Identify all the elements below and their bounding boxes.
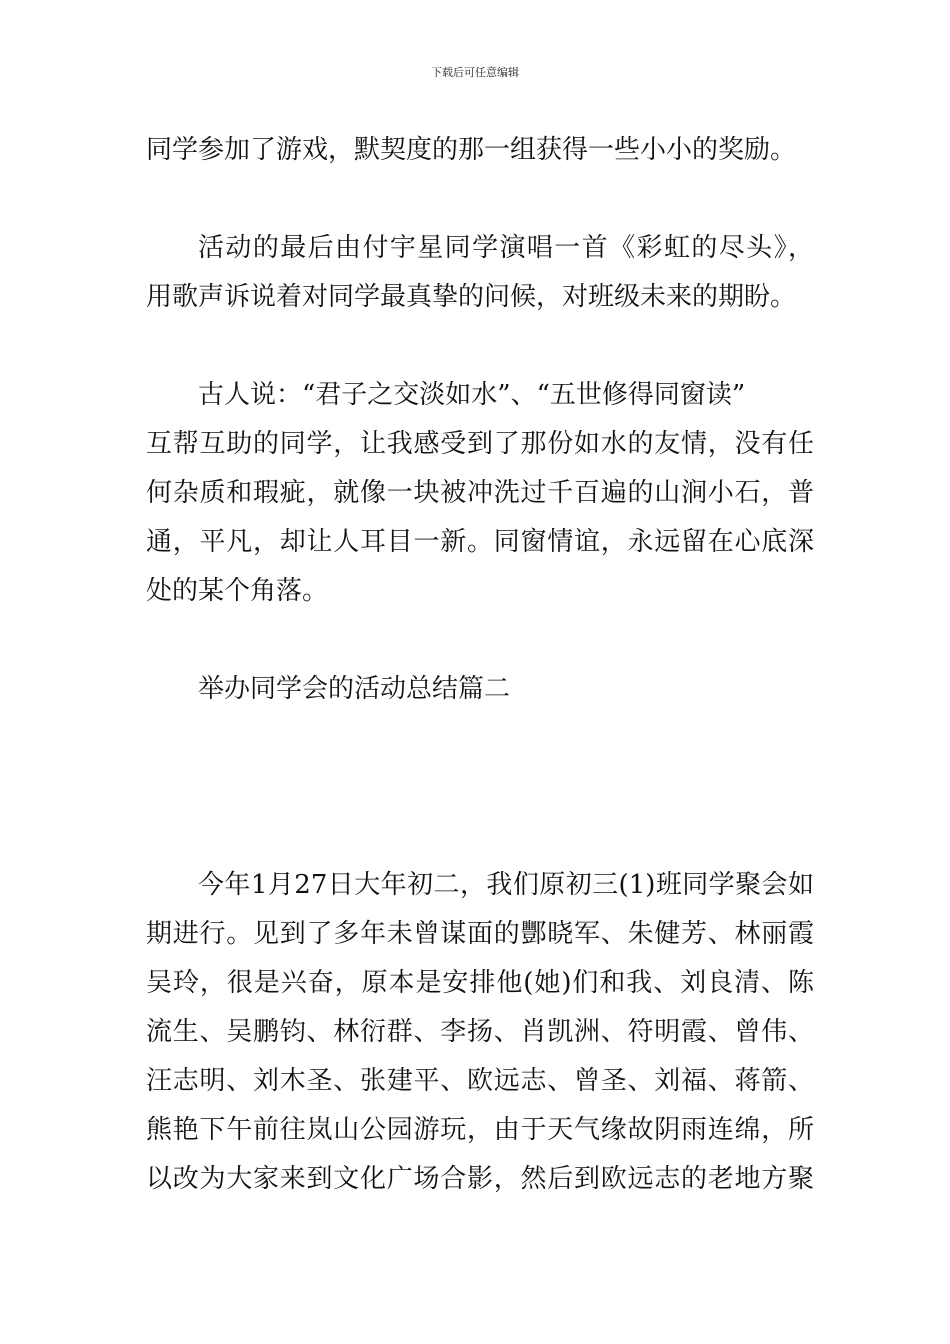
paragraph-line: 以改为大家来到文化广场合影，然后到欧远志的老地方聚 — [146, 1164, 814, 1194]
paragraph-line: 古人说：“君子之交淡如水”、“五世修得同窗读” — [198, 380, 746, 410]
paragraph-spacer — [146, 322, 814, 371]
paragraph-line: 何杂质和瑕疵，就像一块被冲洗过千百遍的山涧小石，普 — [146, 478, 814, 508]
paragraph-line: 处的某个角落。 — [146, 576, 329, 606]
section-spacer — [146, 714, 814, 861]
paragraph-line: 用歌声诉说着对同学最真挚的问候，对班级未来的期盼。 — [146, 282, 797, 312]
paragraph-spacer — [146, 175, 814, 224]
paragraph-line: 吴玲，很是兴奋，原本是安排他(她)们和我、刘良清、陈 — [146, 968, 814, 998]
paragraph-line: 活动的最后由付宇星同学演唱一首《彩虹的尽头》， — [198, 233, 814, 263]
paragraph-line: 期进行。见到了多年未曾谋面的酆晓军、朱健芳、林丽霞 — [146, 919, 814, 949]
section-heading: 举办同学会的活动总结篇二 — [198, 674, 511, 704]
paragraph-line: 今年1月27日大年初二，我们原初三(1)班同学聚会如 — [198, 870, 814, 900]
paragraph-line: 通，平凡，却让人耳目一新。同窗情谊，永远留在心底深 — [146, 527, 814, 557]
paragraph-line: 互帮互助的同学，让我感受到了那份如水的友情，没有任 — [146, 429, 814, 459]
paragraph-line: 同学参加了游戏，默契度的那一组获得一些小小的奖励。 — [146, 135, 797, 165]
paragraph-spacer — [146, 616, 814, 665]
paragraph-line: 熊艳下午前往岚山公园游玩，由于天气缘故阴雨连绵，所 — [146, 1115, 814, 1145]
document-body — [146, 126, 814, 1204]
page-header: 下载后可任意编辑 — [431, 66, 519, 79]
paragraph-line: 流生、吴鹏钧、林衍群、李扬、肖凯洲、符明霞、曾伟、 — [146, 1017, 814, 1047]
paragraph-line: 汪志明、刘木圣、张建平、欧远志、曾圣、刘福、蒋箭、 — [146, 1066, 814, 1096]
